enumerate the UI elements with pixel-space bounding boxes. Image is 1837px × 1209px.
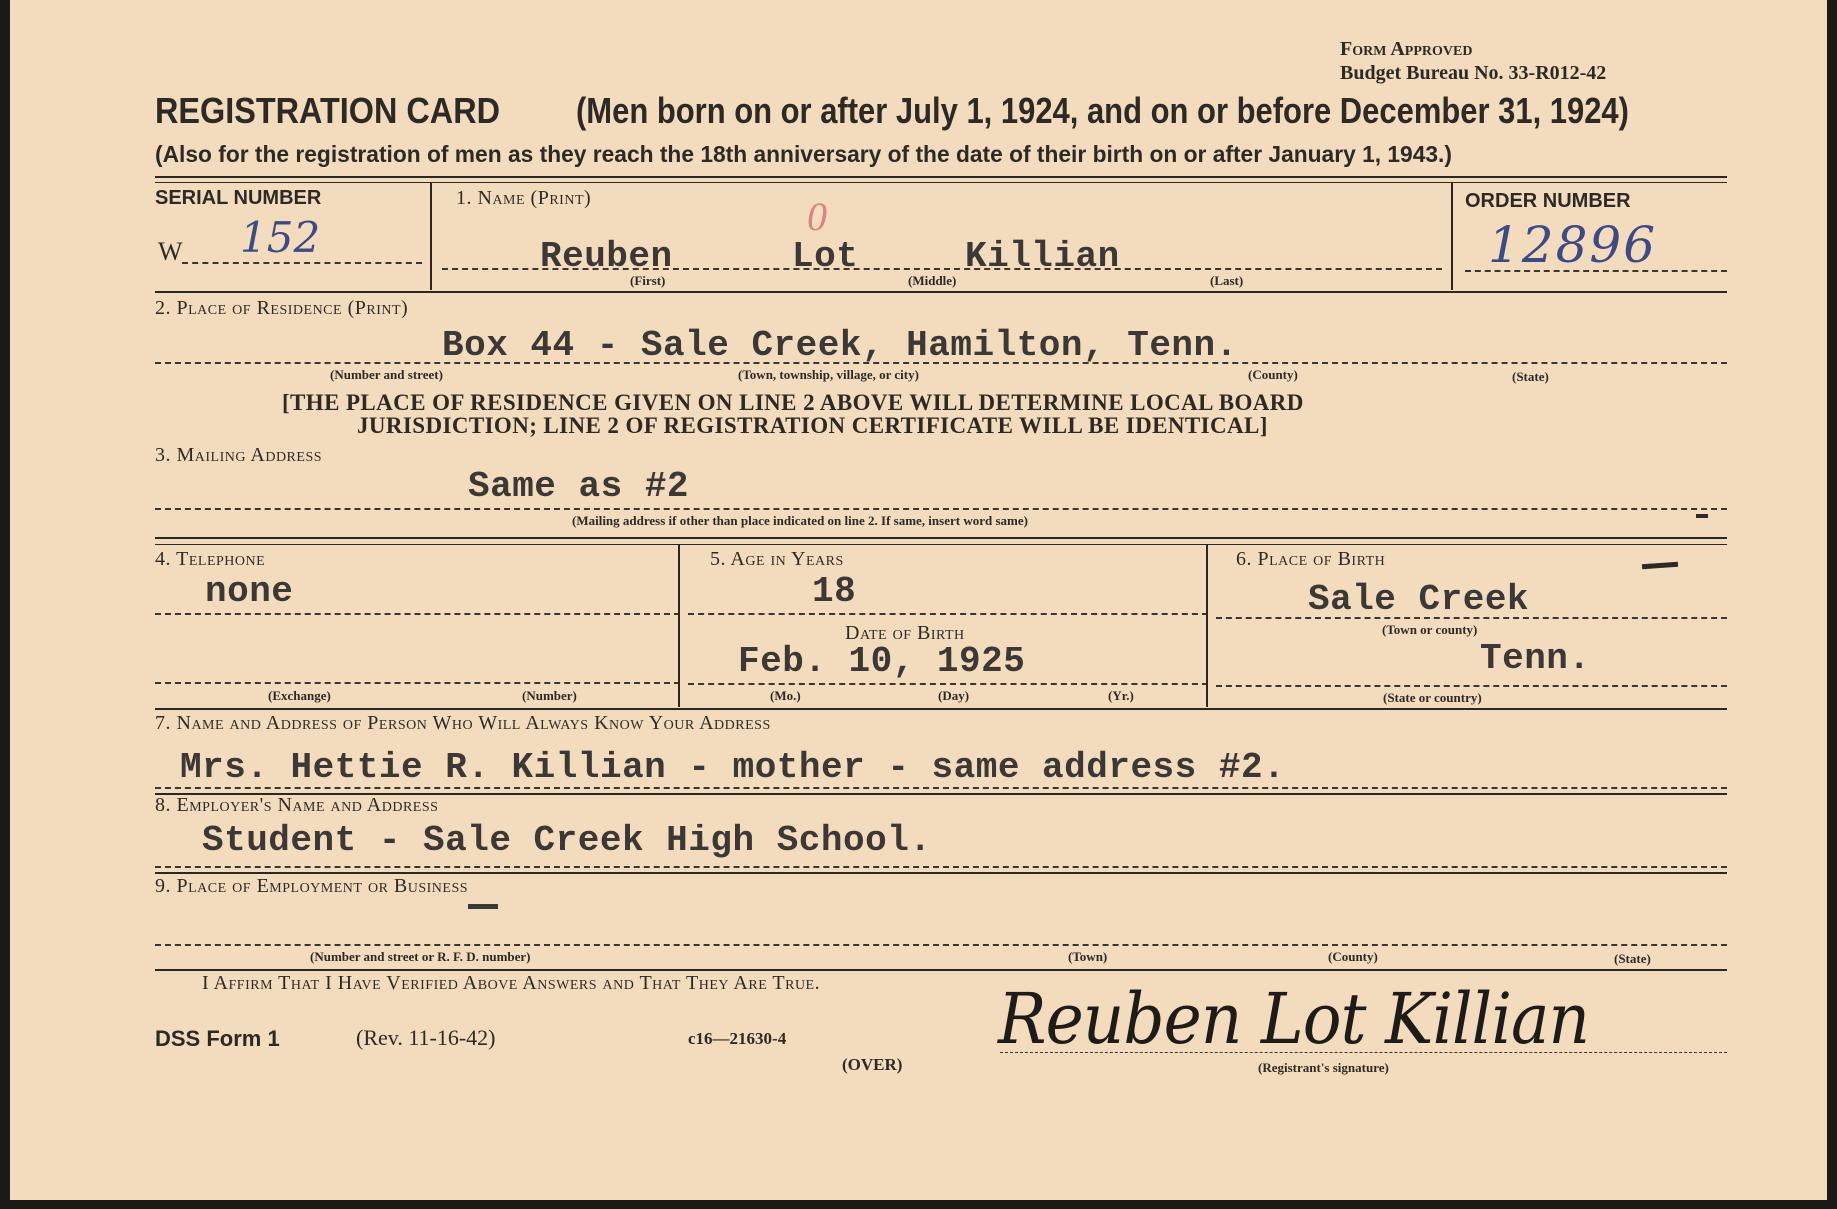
dob-caption-day: (Day) (938, 688, 970, 703)
mailing-caption: (Mailing address if other than place indicated on line 2. If same, insert word same) (572, 513, 1028, 528)
mailing-label: 3. Mailing Address (155, 444, 323, 466)
registration-card (10, 0, 1827, 1200)
employment-caption-street: (Number and street or R. F. D. number) (310, 949, 531, 964)
residence-value: Box 44 - Sale Creek, Hamilton, Tenn. (442, 325, 1238, 366)
residence-caption-county: (County) (1248, 367, 1298, 382)
order-number-value: 12896 (1488, 216, 1658, 274)
employment-caption-county: (County) (1328, 949, 1378, 964)
residence-label: 2. Place of Residence (Print) (155, 297, 409, 319)
residence-notice-line2: JURISDICTION; LINE 2 OF REGISTRATION CERTIFICATE WILL BE IDENTICAL] (357, 413, 1268, 438)
telephone-value: none (205, 571, 294, 612)
registrant-signature: Reuben Lot Killian (998, 978, 1590, 1060)
ink-mark (1642, 562, 1678, 569)
employment-caption-state: (State) (1614, 951, 1651, 966)
dob-value: Feb. 10, 1925 (738, 641, 1026, 682)
last-caption: (Last) (1210, 273, 1244, 288)
birthplace-town-caption: (Town or county) (1382, 622, 1478, 637)
contact-label: 7. Name and Address of Person Who Will Always Know Your Address (155, 712, 771, 734)
residence-notice-line1: [THE PLACE OF RESIDENCE GIVEN ON LINE 2 ABOVE WILL DETERMINE LOCAL BOARD (282, 390, 1304, 415)
serial-prefix: W (158, 237, 183, 266)
last-name: Killian (965, 236, 1120, 277)
card-title-paren: (Men born on or after July 1, 1924, and on or before December 31, 1924) (576, 90, 1629, 131)
red-check-mark: 0 (807, 194, 827, 239)
signature-caption: (Registrant's signature) (1258, 1060, 1389, 1075)
residence-caption-town: (Town, township, village, or city) (738, 367, 919, 382)
birthplace-town: Sale Creek (1308, 579, 1530, 620)
dob-label: Date of Birth (845, 622, 965, 644)
dob-caption-month: (Mo.) (770, 688, 801, 703)
contact-value: Mrs. Hettie R. Killian - mother - same address #2. (180, 747, 1286, 788)
dob-caption-year: (Yr.) (1108, 688, 1134, 703)
middle-name: Lot (792, 236, 859, 277)
birthplace-state: Tenn. (1480, 638, 1591, 679)
employer-label: 8. Employer's Name and Address (155, 794, 439, 816)
budget-bureau: Budget Bureau No. 33-R012-42 (1340, 62, 1607, 84)
residence-caption-state: (State) (1512, 369, 1549, 384)
employment-label: 9. Place of Employment or Business (155, 875, 469, 897)
order-number-label: ORDER NUMBER (1465, 190, 1631, 212)
telephone-caption-exchange: (Exchange) (268, 688, 331, 703)
form-number: DSS Form 1 (155, 1026, 280, 1051)
serial-number-label: SERIAL NUMBER (155, 187, 322, 209)
card-subtitle: (Also for the registration of men as they reach the 18th anniversary of the date of their birth on or after January 1, 1943.) (155, 141, 1452, 167)
mailing-value: Same as #2 (468, 466, 690, 507)
typed-dash-mark (468, 904, 498, 909)
form-approved: Form Approved (1340, 38, 1473, 60)
print-code: c16—21630-4 (688, 1029, 787, 1048)
affirmation: I Affirm That I Have Verified Above Answers and That They Are True. (202, 972, 821, 994)
birthplace-state-caption: (State or country) (1383, 690, 1482, 705)
age-value: 18 (812, 571, 857, 612)
middle-caption: (Middle) (908, 273, 957, 288)
serial-number-value: 152 (240, 213, 321, 262)
residence-caption-street: (Number and street) (330, 367, 443, 382)
employment-caption-town: (Town) (1068, 949, 1108, 964)
name-label: 1. Name (Print) (456, 187, 592, 209)
first-caption: (First) (630, 273, 666, 288)
form-revision: (Rev. 11-16-42) (356, 1025, 496, 1050)
over-marker: (OVER) (842, 1055, 903, 1074)
first-name: Reuben (540, 236, 673, 277)
age-label: 5. Age in Years (710, 548, 844, 570)
employer-value: Student - Sale Creek High School. (202, 820, 932, 861)
card-title: REGISTRATION CARD (155, 90, 500, 131)
telephone-label: 4. Telephone (155, 548, 266, 570)
ink-mark (1696, 514, 1708, 518)
birthplace-label: 6. Place of Birth (1236, 548, 1386, 570)
telephone-caption-number: (Number) (522, 688, 577, 703)
